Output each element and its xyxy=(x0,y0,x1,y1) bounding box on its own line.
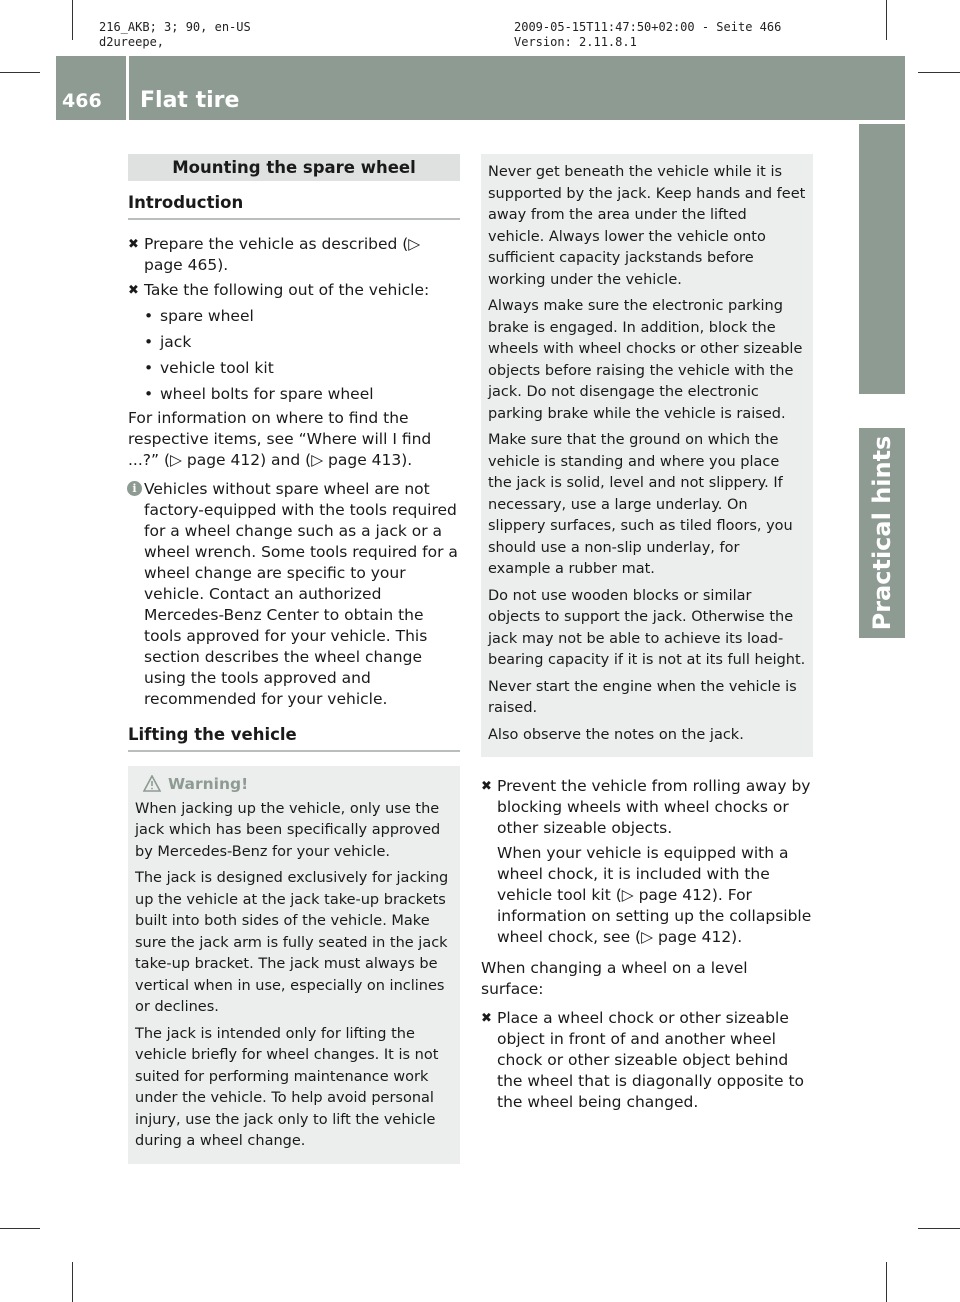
list-item-text: wheel bolts for spare wheel xyxy=(160,385,374,403)
side-tab-label: Practical hints xyxy=(868,435,896,631)
step-arrow-icon: ✖ xyxy=(481,1011,492,1026)
crop-mark xyxy=(918,72,960,73)
step-note-text: When your vehicle is equipped with a wheel chock, it is included with the vehicle tool kit (▷ page 412). For information on setting up the collapsible wheel chock, see (▷ page 412). xyxy=(497,844,812,946)
step-note xyxy=(481,843,813,948)
crop-mark xyxy=(886,1262,887,1302)
warning-box xyxy=(128,766,460,1164)
warning-paragraph: The jack is designed exclusively for jacking up the vehicle at the jack take-up brackets built into both sides of the vehicle. Make sure the jack arm is fully seated in the jack take-up bracket. The jack must always be vertical when in use, especially on inclines or declines. xyxy=(135,870,449,1015)
warning-paragraph: Never start the engine when the vehicle is raised. xyxy=(488,678,797,716)
bullet-icon: • xyxy=(144,385,154,403)
header-divider xyxy=(126,56,129,120)
crop-mark xyxy=(918,1228,960,1229)
instruction-step xyxy=(128,280,460,301)
instruction-step xyxy=(481,1008,813,1113)
info-icon: i xyxy=(127,481,142,496)
bullet-icon: • xyxy=(144,333,154,351)
warning-paragraph: Also observe the notes on the jack. xyxy=(488,726,744,743)
print-meta-right xyxy=(514,20,781,50)
right-column xyxy=(481,154,813,1117)
print-meta-left xyxy=(99,20,251,50)
warning-paragraph: The jack is intended only for lifting the vehicle briefly for wheel changes. It is not suited for performing maintenance work under the vehicle. To help avoid personal injury, use the jack only to lift the vehicle during a wheel change. xyxy=(135,1025,439,1149)
page-number: 466 xyxy=(62,90,102,112)
warning-triangle-icon xyxy=(143,775,161,792)
crop-mark xyxy=(0,1228,40,1229)
print-meta-line: d2ureepe, xyxy=(99,35,165,49)
crop-mark xyxy=(0,72,40,73)
print-meta-line: Version: 2.11.8.1 xyxy=(514,35,637,49)
list-item xyxy=(128,332,460,353)
crop-mark xyxy=(886,0,887,40)
step-arrow-icon: ✖ xyxy=(128,237,139,252)
print-meta-line: 2009-05-15T11:47:50+02:00 - Seite 466 xyxy=(514,20,782,34)
list-item-text: vehicle tool kit xyxy=(160,359,274,377)
section-heading: Mounting the spare wheel xyxy=(128,154,460,181)
instruction-step xyxy=(481,776,813,839)
crop-mark xyxy=(72,1262,73,1302)
side-band xyxy=(859,124,905,394)
warning-paragraph: Never get beneath the vehicle while it is supported by the jack. Keep hands and feet away from the area under the lifted vehicle. Always lower the vehicle onto sufficient capacity jackstands before working under the vehicle. xyxy=(488,164,806,288)
list-item xyxy=(128,358,460,379)
step-text: Prevent the vehicle from rolling away by blocking wheels with wheel chocks or other sizeable objects. xyxy=(497,777,811,837)
step-arrow-icon: ✖ xyxy=(128,283,139,298)
info-note xyxy=(128,479,460,710)
warning-paragraph: Do not use wooden blocks or similar objects to support the jack. Otherwise the jack may not be able to achieve its load-bearing capacity if it is not at its full height. xyxy=(488,587,806,668)
sub-heading-introduction: Introduction xyxy=(128,192,460,220)
warning-paragraph: When jacking up the vehicle, only use the jack which has been specifically approved by Mercedes-Benz for your vehicle. xyxy=(135,800,441,860)
warning-title xyxy=(135,774,453,796)
instruction-step xyxy=(128,234,460,276)
print-meta-line: 216_AKB; 3; 90, en-US xyxy=(99,20,251,34)
step-text: Take the following out of the vehicle: xyxy=(144,281,430,299)
crop-mark xyxy=(72,0,73,40)
left-column xyxy=(128,154,460,1164)
sub-heading-lifting: Lifting the vehicle xyxy=(128,724,460,752)
info-note-text: Vehicles without spare wheel are not factory-equipped with the tools required for a wheel change such as a jack or a wheel wrench. Some tools required for a wheel change are specific to your vehicle. Contact an authorized Mercedes-Benz Center to obtain the tools approved for your vehicle. This section describes the wheel change using the tools approved and recommended for your vehicle. xyxy=(144,480,458,708)
list-item xyxy=(128,306,460,327)
info-paragraph: For information on where to find the respective items, see “Where will I find ...?” (▷ page 412) and (▷ page 413). xyxy=(128,409,432,469)
running-title: Flat tire xyxy=(140,88,240,113)
list-item-text: jack xyxy=(160,333,192,351)
bullet-icon: • xyxy=(144,307,154,325)
bullet-icon: • xyxy=(144,359,154,377)
warning-paragraph: Make sure that the ground on which the vehicle is standing and where you place the jack is solid, level and not slippery. If necessary, use a large underlay. On slippery surfaces, such as tiled floors, you should use a non-slip underlay, for example a rubber mat. xyxy=(488,432,793,577)
warning-title-text: Warning! xyxy=(168,775,249,793)
level-surface-intro: When changing a wheel on a level surface: xyxy=(481,959,748,998)
step-arrow-icon: ✖ xyxy=(481,779,492,794)
warning-paragraph: Always make sure the electronic parking brake is engaged. In addition, block the wheels with wheel chocks or other sizeable objects before raising the vehicle with the jack. Do not disengage the electronic parking brake while the vehicle is raised. xyxy=(488,298,803,422)
list-item xyxy=(128,384,460,405)
warning-box-continued xyxy=(481,154,813,757)
step-text: Place a wheel chock or other sizeable object in front of and another wheel chock or other sizeable object behind the wheel that is diagonally opposite to the wheel being changed. xyxy=(497,1009,805,1111)
list-item-text: spare wheel xyxy=(160,307,254,325)
step-text: Prepare the vehicle as described (▷ page 465). xyxy=(144,235,421,274)
